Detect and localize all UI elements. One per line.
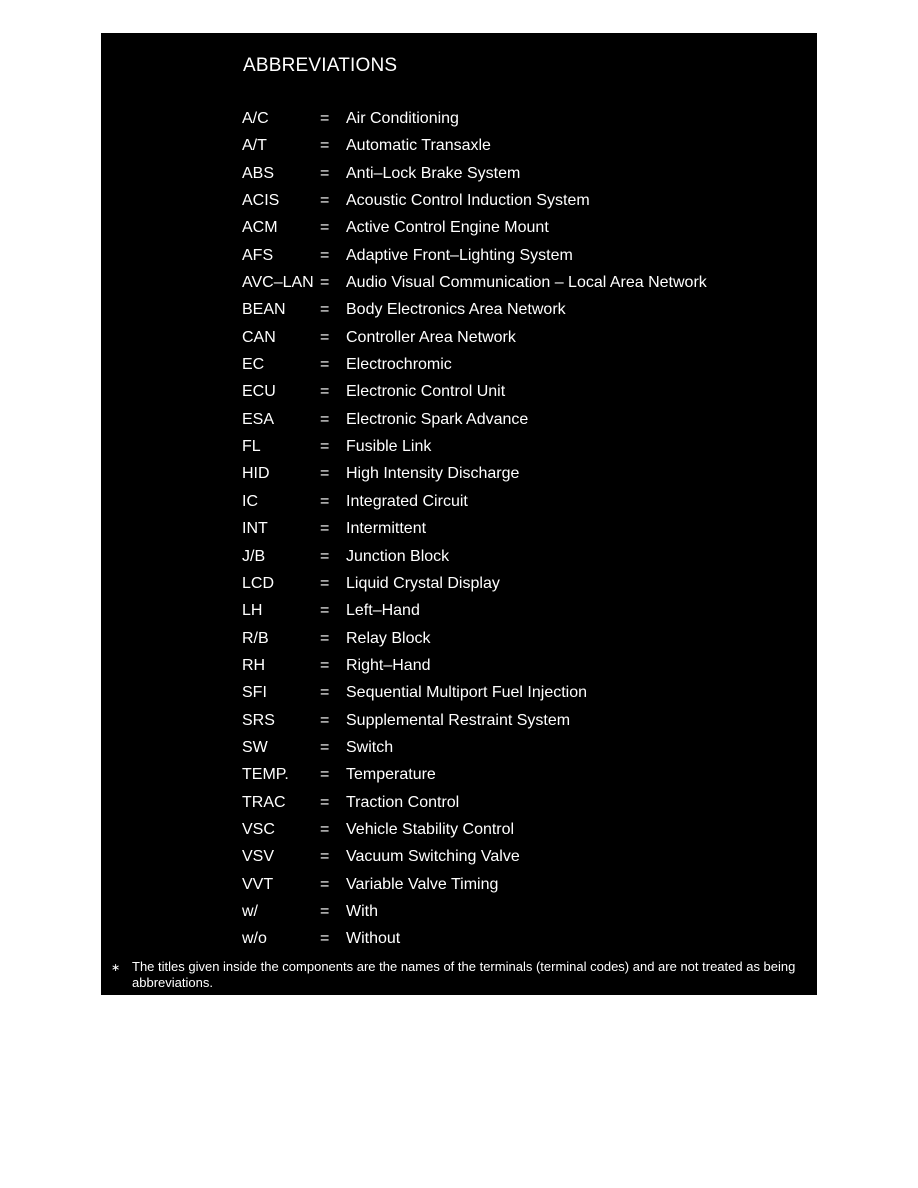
abbreviation-term: FL xyxy=(242,438,261,456)
equals-sign: = xyxy=(320,875,330,893)
abbreviation-row xyxy=(242,164,802,191)
page-title: ABBREVIATIONS xyxy=(243,55,398,76)
abbreviation-meaning: Fusible Link xyxy=(346,438,432,456)
abbreviation-row xyxy=(242,218,802,245)
footnote-text: The titles given inside the components are the names of the terminals (terminal codes) and are not treated as being abbreviations. xyxy=(132,959,796,990)
abbreviation-meaning: Adaptive Front–Lighting System xyxy=(346,246,573,264)
abbreviation-term: LCD xyxy=(242,574,275,592)
abbreviation-row xyxy=(242,875,802,902)
abbreviation-meaning: Temperature xyxy=(346,766,436,784)
footnote-marker: ∗ xyxy=(111,962,121,974)
abbreviation-meaning: Controller Area Network xyxy=(346,328,516,346)
abbreviation-term: w/o xyxy=(242,930,267,948)
equals-sign: = xyxy=(320,520,330,538)
abbreviation-meaning: Switch xyxy=(346,738,394,756)
abbreviation-term: AVC–LAN xyxy=(242,274,314,292)
equals-sign: = xyxy=(320,738,330,756)
abbreviation-meaning: Sequential Multiport Fuel Injection xyxy=(346,684,588,702)
abbreviation-term: EC xyxy=(242,356,265,374)
abbreviation-row xyxy=(242,820,802,847)
equals-sign: = xyxy=(320,137,330,155)
equals-sign: = xyxy=(320,547,330,565)
abbreviation-row xyxy=(242,793,802,820)
abbreviation-row xyxy=(242,300,802,327)
abbreviation-term: LH xyxy=(242,602,263,620)
abbreviation-term: TRAC xyxy=(242,793,286,811)
equals-sign: = xyxy=(320,164,330,182)
abbreviation-row xyxy=(242,683,802,710)
abbreviation-meaning: Without xyxy=(346,930,401,948)
equals-sign: = xyxy=(320,602,330,620)
abbreviation-term: INT xyxy=(242,520,268,538)
equals-sign: = xyxy=(320,246,330,264)
abbreviation-meaning: Acoustic Control Induction System xyxy=(346,192,590,210)
equals-sign: = xyxy=(320,465,330,483)
abbreviation-row xyxy=(242,437,802,464)
abbreviation-row xyxy=(242,629,802,656)
abbreviation-row xyxy=(242,328,802,355)
abbreviation-term: R/B xyxy=(242,629,269,647)
abbreviation-meaning: Integrated Circuit xyxy=(346,492,468,510)
abbreviation-meaning: Audio Visual Communication – Local Area Network xyxy=(346,274,707,292)
abbreviation-meaning: Electronic Control Unit xyxy=(346,383,506,401)
abbreviation-term: VVT xyxy=(242,875,274,893)
equals-sign: = xyxy=(320,110,330,127)
abbreviation-meaning: Air Conditioning xyxy=(346,110,459,127)
equals-sign: = xyxy=(320,492,330,510)
abbreviation-row xyxy=(242,136,802,163)
abbreviation-row xyxy=(242,929,802,956)
abbreviation-row xyxy=(242,109,802,136)
abbreviation-row xyxy=(242,492,802,519)
equals-sign: = xyxy=(320,274,330,292)
equals-sign: = xyxy=(320,219,330,237)
abbreviation-row xyxy=(242,355,802,382)
abbreviation-row xyxy=(242,191,802,218)
abbreviation-term: w/ xyxy=(242,902,258,920)
equals-sign: = xyxy=(320,793,330,811)
abbreviation-row xyxy=(242,519,802,546)
abbreviation-term: SW xyxy=(242,738,268,756)
equals-sign: = xyxy=(320,438,330,456)
abbreviation-term: ACIS xyxy=(242,192,280,210)
abbreviation-meaning: Intermittent xyxy=(346,520,427,538)
equals-sign: = xyxy=(320,656,330,674)
abbreviation-term: CAN xyxy=(242,328,276,346)
abbreviation-meaning: Vehicle Stability Control xyxy=(346,820,515,838)
abbreviation-term: ACM xyxy=(242,219,278,237)
abbreviation-meaning: Body Electronics Area Network xyxy=(346,301,566,319)
equals-sign: = xyxy=(320,820,330,838)
abbreviation-meaning: Active Control Engine Mount xyxy=(346,219,549,237)
abbreviation-meaning: Variable Valve Timing xyxy=(346,875,499,893)
equals-sign: = xyxy=(320,383,330,401)
abbreviation-meaning: Supplemental Restraint System xyxy=(346,711,571,729)
equals-sign: = xyxy=(320,766,330,784)
abbreviation-meaning: Electrochromic xyxy=(346,356,452,374)
equals-sign: = xyxy=(320,684,330,702)
abbreviation-term: VSC xyxy=(242,820,275,838)
abbreviation-meaning: Vacuum Switching Valve xyxy=(346,848,520,866)
abbreviation-term: TEMP. xyxy=(242,766,289,784)
equals-sign: = xyxy=(320,356,330,374)
abbreviation-row xyxy=(242,847,802,874)
abbreviations-panel xyxy=(101,33,817,995)
abbreviation-meaning: Right–Hand xyxy=(346,656,431,674)
equals-sign: = xyxy=(320,848,330,866)
abbreviation-meaning: Automatic Transaxle xyxy=(346,137,491,155)
abbreviation-term: A/T xyxy=(242,137,267,155)
abbreviation-row xyxy=(242,601,802,628)
abbreviation-term: BEAN xyxy=(242,301,286,319)
abbreviation-row xyxy=(242,410,802,437)
equals-sign: = xyxy=(320,301,330,319)
abbreviation-row xyxy=(242,382,802,409)
abbreviation-meaning: Left–Hand xyxy=(346,602,420,620)
equals-sign: = xyxy=(320,192,330,210)
equals-sign: = xyxy=(320,574,330,592)
abbreviation-term: ESA xyxy=(242,410,275,428)
abbreviation-term: SRS xyxy=(242,711,275,729)
abbreviation-row xyxy=(242,902,802,929)
abbreviation-meaning: Junction Block xyxy=(346,547,450,565)
abbreviation-term: RH xyxy=(242,656,266,674)
abbreviation-list xyxy=(242,109,802,957)
abbreviation-term: ABS xyxy=(242,164,275,182)
abbreviation-meaning: Electronic Spark Advance xyxy=(346,410,529,428)
abbreviation-meaning: High Intensity Discharge xyxy=(346,465,520,483)
abbreviation-row xyxy=(242,738,802,765)
equals-sign: = xyxy=(320,711,330,729)
equals-sign: = xyxy=(320,328,330,346)
abbreviation-meaning: Traction Control xyxy=(346,793,460,811)
abbreviation-meaning: Liquid Crystal Display xyxy=(346,574,500,592)
abbreviation-row xyxy=(242,765,802,792)
equals-sign: = xyxy=(320,902,330,920)
equals-sign: = xyxy=(320,410,330,428)
equals-sign: = xyxy=(320,930,330,948)
abbreviation-term: ECU xyxy=(242,383,276,401)
abbreviation-row xyxy=(242,464,802,491)
abbreviation-term: IC xyxy=(242,492,258,510)
abbreviation-term: SFI xyxy=(242,684,267,702)
footnote xyxy=(111,959,811,991)
abbreviation-row xyxy=(242,547,802,574)
abbreviation-row xyxy=(242,246,802,273)
abbreviation-meaning: With xyxy=(346,902,378,920)
abbreviation-row xyxy=(242,574,802,601)
abbreviation-row xyxy=(242,656,802,683)
equals-sign: = xyxy=(320,629,330,647)
abbreviation-term: J/B xyxy=(242,547,266,565)
abbreviation-term: HID xyxy=(242,465,270,483)
abbreviation-row xyxy=(242,711,802,738)
abbreviation-term: AFS xyxy=(242,246,274,264)
abbreviation-term: A/C xyxy=(242,110,269,127)
abbreviation-row xyxy=(242,273,802,300)
abbreviation-term: VSV xyxy=(242,848,275,866)
abbreviation-meaning: Anti–Lock Brake System xyxy=(346,164,521,182)
abbreviation-meaning: Relay Block xyxy=(346,629,431,647)
